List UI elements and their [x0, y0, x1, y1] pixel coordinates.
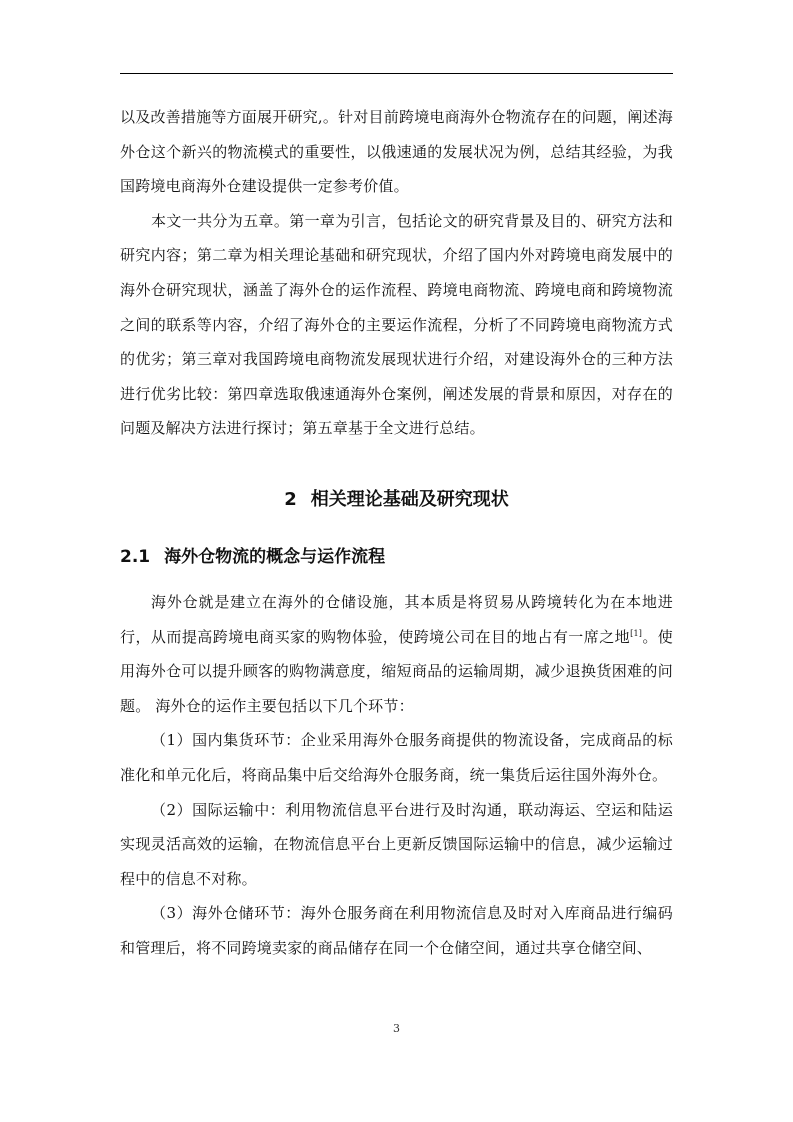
citation-1: [1] [630, 628, 643, 638]
section-paragraph-1-text-b: 。使用海外仓可以提升顾客的购物满意度，缩短商品的运输周期，减少退换货困难的问题。 海外仓的运作主要包括以下几个环节： [120, 627, 673, 715]
section-paragraph-1 [120, 585, 673, 723]
section-heading [120, 529, 673, 585]
section-number: 2.1 [120, 546, 151, 567]
header-rule [120, 73, 673, 74]
page-number: 3 [393, 1022, 400, 1035]
chapter-number: 2 [284, 488, 297, 510]
intro-paragraph-1: 以及改善措施等方面展开研究,。针对目前跨境电商海外仓物流存在的问题，阐述海外仓这个新兴的物流模式的重要性，以俄速通的发展状况为例，总结其经验，为我国跨境电商海外仓建设提供一定参考价值。 [120, 108, 673, 196]
step-2-paragraph: （2）国际运输中：利用物流信息平台进行及时沟通，联动海运、空运和陆运实现灵活高效的运输，在物流信息平台上更新反馈国际运输中的信息，减少运输过程中的信息不对称。 [120, 800, 673, 888]
section-paragraph-1-text-a: 海外仓就是建立在海外的仓储设施，其本质是将贸易从跨境转化为在本地进行，从而提高跨境电商买家的购物体验，使跨境公司在目的地占有一席之地 [120, 592, 673, 646]
page-body [120, 100, 673, 965]
step-1-paragraph: （1）国内集货环节：企业采用海外仓服务商提供的物流设备，完成商品的标准化和单元化后，将商品集中后交给海外仓服务商，统一集货后运往国外海外仓。 [120, 731, 673, 784]
chapter-title: 相关理论基础及研究现状 [310, 488, 509, 510]
section-title: 海外仓物流的概念与运作流程 [164, 546, 386, 567]
intro-paragraph-2: 本文一共分为五章。第一章为引言，包括论文的研究背景及目的、研究方法和研究内容；第二章为相关理论基础和研究现状，介绍了国内外对跨境电商发展中的海外仓研究现状，涵盖了海外仓的运作流程、跨境电商物流、跨境电商和跨境物流之间的联系等内容，介绍了海外仓的主要运作流程，分析了不同跨境电商物流方式的优劣；第三章对我国跨境电商物流发展现状进行介绍，对建设海外仓的三种方法进行优劣比较：第四章选取俄速通海外仓案例，阐述发展的背景和原因，对存在的问题及解决方法进行探讨；第五章基于全文进行总结。 [120, 211, 673, 438]
chapter-heading [120, 471, 673, 529]
step-3-paragraph: （3）海外仓储环节：海外仓服务商在利用物流信息及时对入库商品进行编码和管理后，将不同跨境卖家的商品储存在同一个仓储空间，通过共享仓储空间、 [120, 904, 673, 957]
